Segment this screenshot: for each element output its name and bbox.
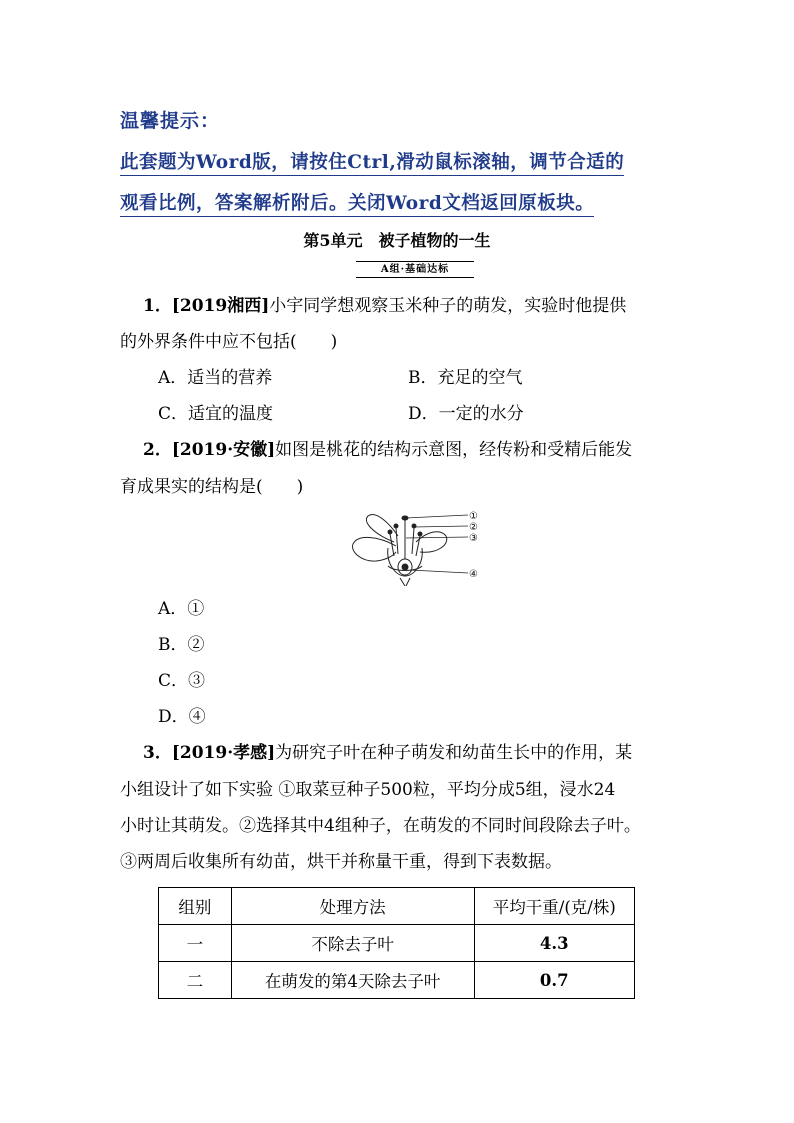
- question-2-line-2: 育成果实的结构是( ): [120, 477, 304, 497]
- table-header-cell: 处理方法: [231, 888, 474, 925]
- question-3-line-2: 小组设计了如下实验 ①取菜豆种子500粒，平均分成5组，浸水24: [120, 780, 616, 800]
- question-3-line-3: 小时让其萌发。②选择其中4组种子，在萌发的不同时间段除去子叶。: [120, 816, 641, 836]
- question-2-number: 2．: [143, 440, 172, 460]
- figure-label-1: ①: [469, 511, 478, 522]
- table-cell: 二: [159, 962, 232, 999]
- question-1-line-1: 1．[2019湘西]小宇同学想观察玉米种子的萌发，实验时他提供: [143, 296, 627, 316]
- question-3-source: [2019·孝感]: [171, 743, 276, 763]
- question-1-source: [2019湘西]: [171, 296, 270, 316]
- question-2-option-c: C．③: [158, 671, 206, 691]
- question-1-option-c: C．适宜的温度: [158, 404, 274, 424]
- table-cell: 一: [159, 925, 232, 962]
- tip-title: 温馨提示：: [120, 110, 221, 132]
- question-1-option-a: A．适当的营养: [158, 368, 273, 388]
- question-2-option-b: B．②: [158, 635, 205, 655]
- question-2-source: [2019·安徽]: [171, 440, 276, 460]
- table-cell: 在萌发的第4天除去子叶: [231, 962, 474, 999]
- question-1-line-2: 的外界条件中应不包括( ): [120, 332, 338, 352]
- table-cell: 不除去子叶: [231, 925, 474, 962]
- question-1-option-b: B．充足的空气: [408, 368, 523, 388]
- unit-title: 第5单元 被子植物的一生: [303, 231, 491, 250]
- petal-left: [353, 537, 396, 561]
- table-cell: 0.7: [474, 962, 634, 999]
- table-cell: 4.3: [474, 925, 634, 962]
- question-2-option-d: D．④: [158, 707, 206, 727]
- ovule: [402, 564, 408, 570]
- figure-label-2: ②: [469, 522, 478, 533]
- table-header-row: [159, 888, 635, 925]
- question-1-option-d: D．一定的水分: [408, 404, 524, 424]
- data-table: [158, 887, 635, 999]
- tip-line-2: 观看比例，答案解析附后。关闭Word文档返回原板块。: [120, 189, 594, 215]
- figure-label-4: ④: [469, 569, 478, 580]
- figure-label-3: ③: [469, 533, 478, 544]
- question-3-line-4: ③两周后收集所有幼苗，烘干并称量干重，得到下表数据。: [120, 852, 562, 872]
- question-3-line-1: 3．[2019·孝感]为研究子叶在种子萌发和幼苗生长中的作用，某: [143, 743, 633, 763]
- tip-line-1: 此套题为Word版，请按住Ctrl,滑动鼠标滚轴，调节合适的: [120, 148, 624, 174]
- question-2-option-a: A．①: [158, 599, 205, 619]
- table-header-cell: 平均干重/(克/株): [474, 888, 634, 925]
- table-row: [159, 925, 635, 962]
- question-2-line-1: 2．[2019·安徽]如图是桃花的结构示意图，经传粉和受精后能发: [143, 440, 633, 460]
- table-row: [159, 962, 635, 999]
- question-3-number: 3．: [143, 743, 172, 763]
- table-header-cell: 组别: [159, 888, 232, 925]
- section-badge: A组·基础达标: [356, 261, 474, 278]
- stalk: [400, 578, 410, 586]
- question-1-number: 1．: [143, 296, 172, 316]
- peach-flower-diagram: [348, 506, 483, 586]
